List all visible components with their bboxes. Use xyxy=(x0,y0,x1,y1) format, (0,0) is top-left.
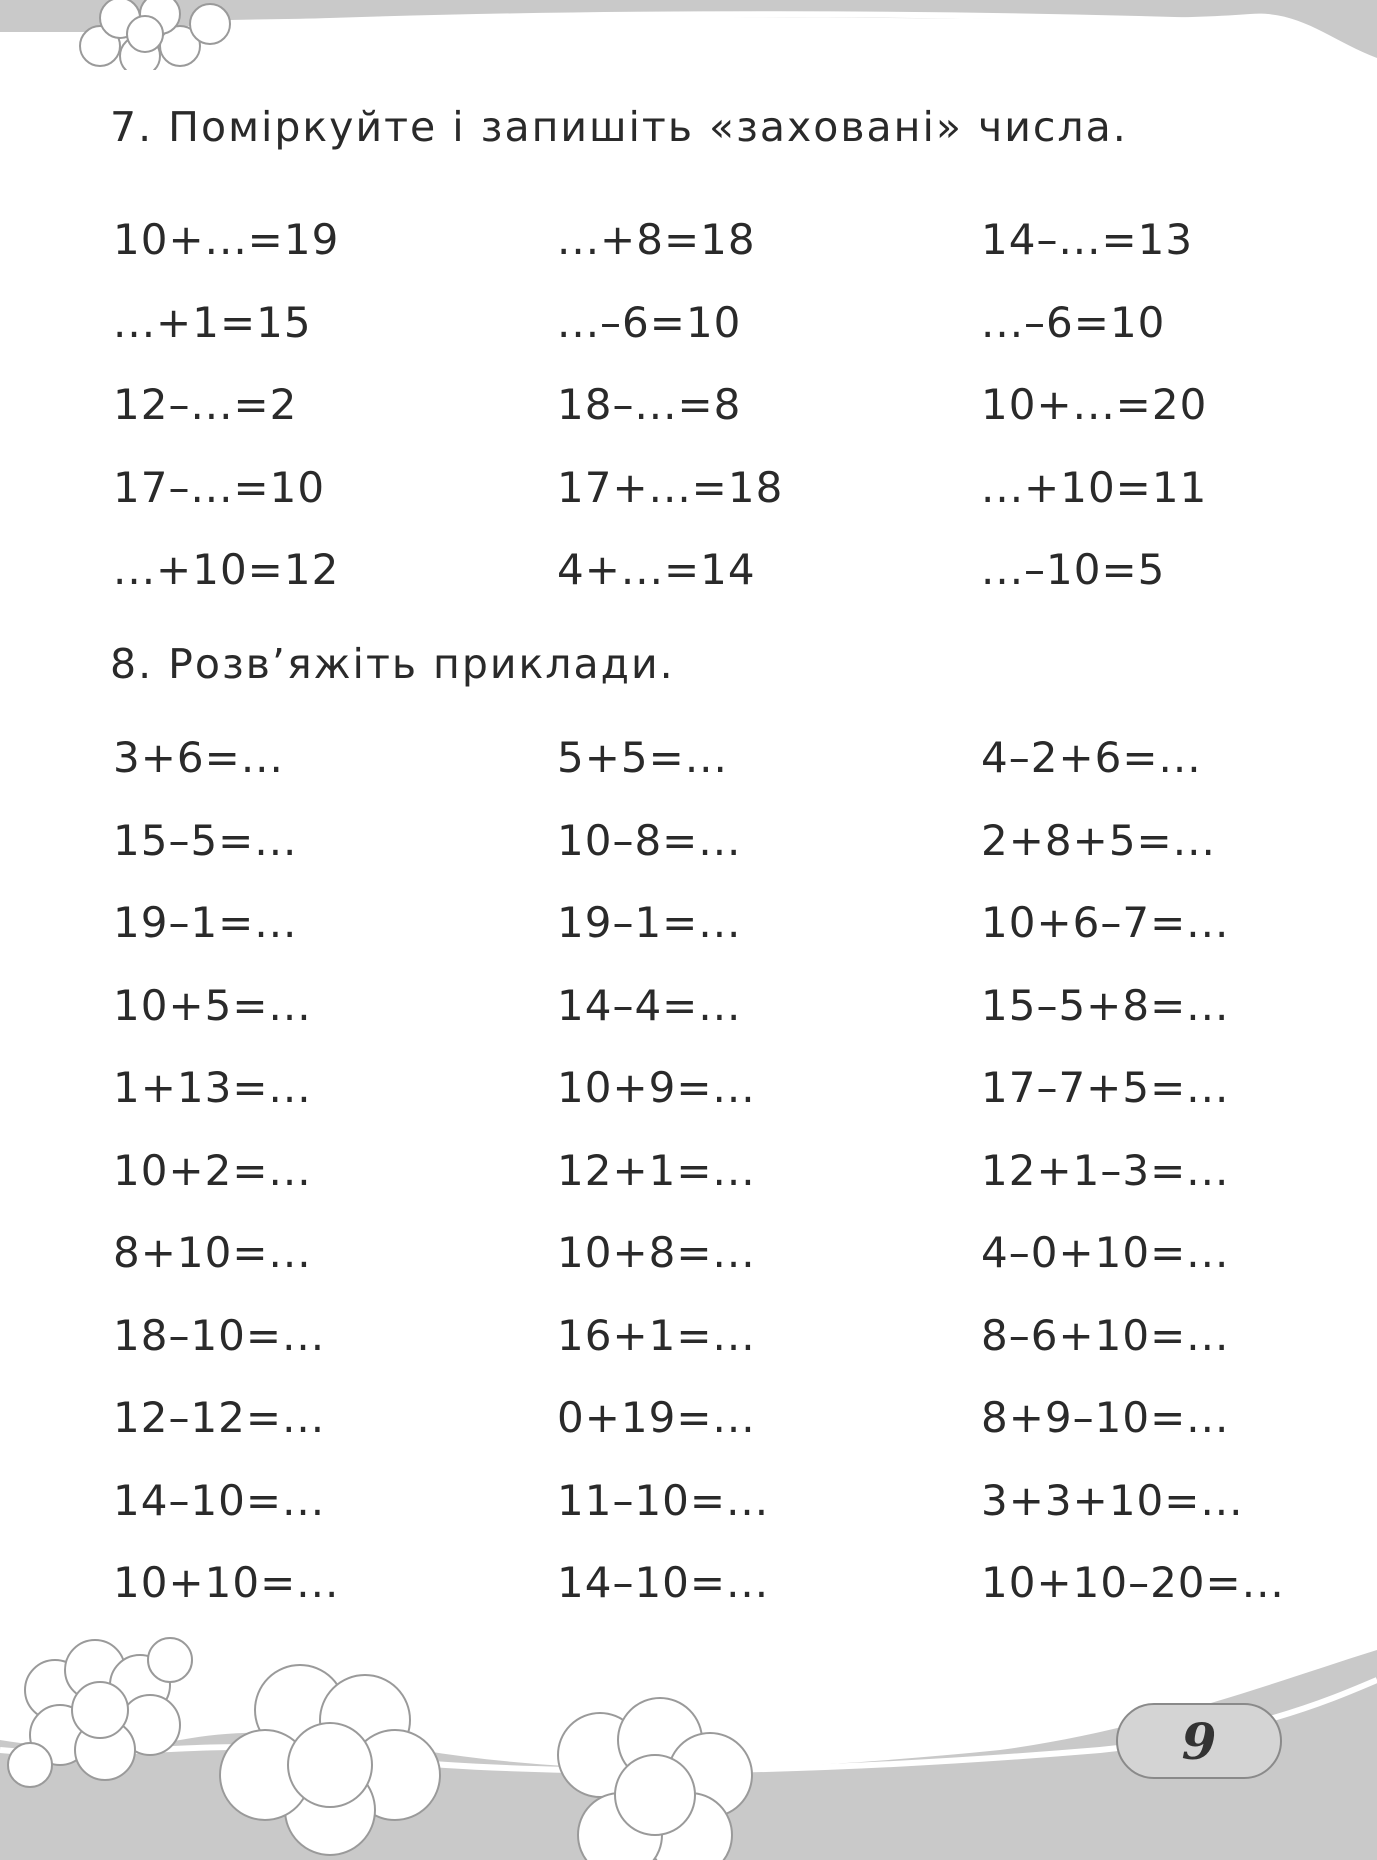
exercise-8-item: 14–10=... xyxy=(113,1475,326,1525)
exercise-7-item: 4+...=14 xyxy=(557,545,756,594)
exercise-8-item: 0+19=... xyxy=(557,1393,756,1442)
exercise-7-grid xyxy=(113,199,1221,612)
exercise-8-item: 15–5+8=... xyxy=(981,980,1230,1030)
page-number: 9 xyxy=(1116,1703,1282,1779)
exercise-8-item: 8–6+10=... xyxy=(981,1310,1230,1360)
exercise-7-item: 12–...=2 xyxy=(113,380,298,429)
exercise-7-item: 14–...=13 xyxy=(981,215,1194,264)
exercise-8-item: 10+10–20=... xyxy=(981,1558,1285,1607)
exercise-7-item: ...+1=15 xyxy=(113,297,312,347)
exercise-8-item: 4–0+10=... xyxy=(981,1228,1230,1277)
exercise-8-item: 16+1=... xyxy=(557,1310,756,1360)
exercise-8-item: 2+8+5=... xyxy=(981,815,1216,865)
exercise-8-item: 10+2=... xyxy=(113,1145,312,1195)
exercise-8-item: 10–8=... xyxy=(557,815,742,865)
exercise-7-item: ...+10=12 xyxy=(113,545,340,594)
exercise-8-item: 10+10=... xyxy=(113,1558,340,1607)
exercise-8-item: 19–1=... xyxy=(557,898,742,947)
exercise-8-heading: 8. Розв’яжіть приклади. xyxy=(110,640,675,688)
exercise-8-item: 1+13=... xyxy=(113,1063,312,1112)
exercise-7-item: 10+...=19 xyxy=(113,215,340,264)
exercise-8-item: 3+3+10=... xyxy=(981,1475,1244,1525)
exercise-8-item: 14–4=... xyxy=(557,980,742,1030)
exercise-7-item: 17+...=18 xyxy=(557,462,784,512)
exercise-8-item: 11–10=... xyxy=(557,1475,770,1525)
exercise-7-item: ...+10=11 xyxy=(981,462,1208,512)
exercise-8-item: 8+10=... xyxy=(113,1228,312,1277)
exercise-8-item: 3+6=... xyxy=(113,733,284,782)
exercise-8-item: 10+9=... xyxy=(557,1063,756,1112)
exercise-7-item: ...+8=18 xyxy=(557,215,756,264)
exercise-7-heading: 7. Поміркуйте і запишіть «заховані» числа. xyxy=(110,103,1128,151)
exercise-8-item: 12+1=... xyxy=(557,1145,756,1195)
exercise-7-item: 10+...=20 xyxy=(981,380,1208,429)
exercise-8-item: 19–1=... xyxy=(113,898,298,947)
exercise-7-item: ...–6=10 xyxy=(557,297,742,347)
exercise-8-grid xyxy=(113,717,1285,1625)
exercise-8-item: 12–12=... xyxy=(113,1393,326,1442)
exercise-8-item: 8+9–10=... xyxy=(981,1393,1230,1442)
exercise-7-item: 17–...=10 xyxy=(113,462,326,512)
exercise-8-item: 12+1–3=... xyxy=(981,1145,1230,1195)
exercise-7-item: ...–10=5 xyxy=(981,545,1166,594)
exercise-8-item: 15–5=... xyxy=(113,815,298,865)
exercise-8-item: 14–10=... xyxy=(557,1558,770,1607)
exercise-8-item: 10+5=... xyxy=(113,980,312,1030)
exercise-7-item: 18–...=8 xyxy=(557,380,742,429)
exercise-8-item: 5+5=... xyxy=(557,733,728,782)
exercise-8-item: 18–10=... xyxy=(113,1310,326,1360)
top-flower-border xyxy=(0,0,1377,70)
exercise-8-item: 4–2+6=... xyxy=(981,733,1202,782)
exercise-8-item: 17–7+5=... xyxy=(981,1063,1230,1112)
exercise-8-item: 10+6–7=... xyxy=(981,898,1230,947)
exercise-7-item: ...–6=10 xyxy=(981,297,1166,347)
exercise-8-item: 10+8=... xyxy=(557,1228,756,1277)
